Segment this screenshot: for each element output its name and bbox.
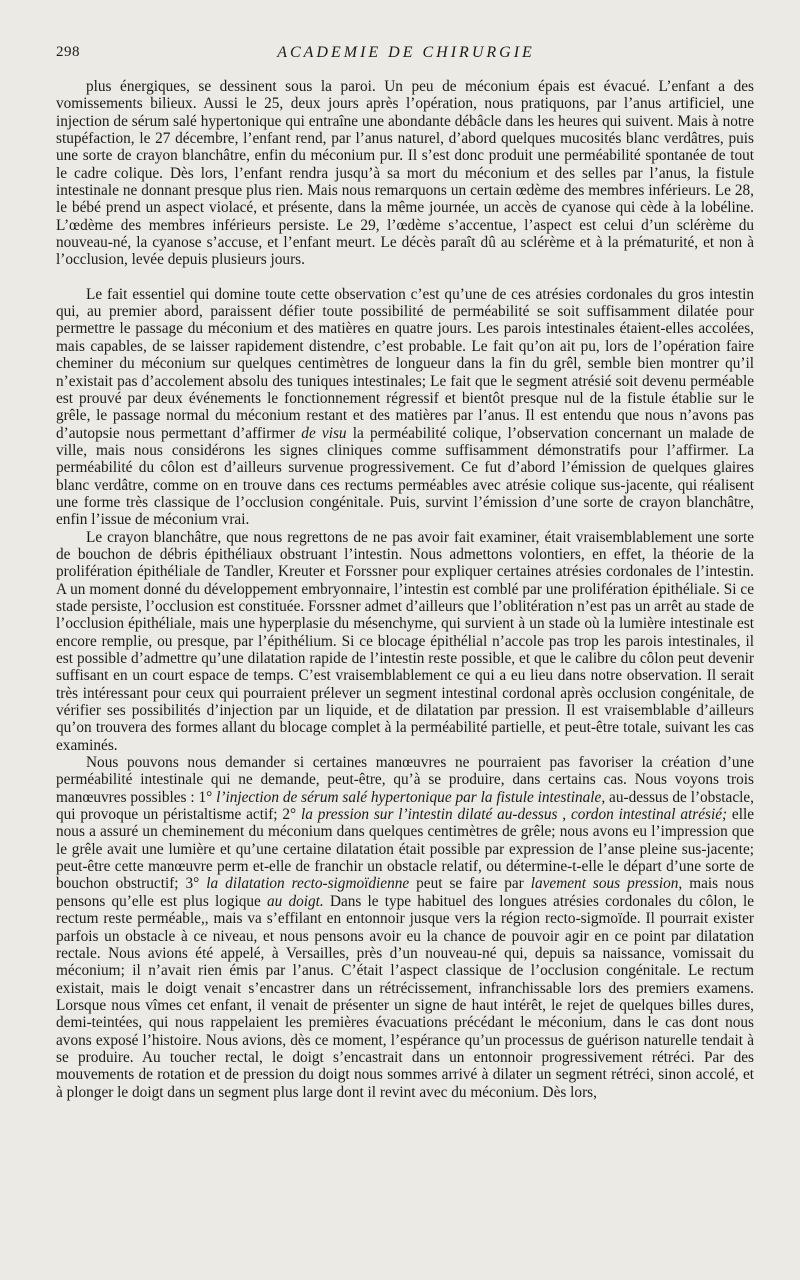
italic-phrase: la pression sur l’intestin dilaté au-dessus , cordon intestinal atrésié; [301,806,728,824]
paragraph-text: plus énergiques, se dessinent sous la paroi. Un peu de méconium épais est évacué. L’enfant a des vomissements bilieux. Aussi le 25, deux jours après l’opération, nous pratiquons, par l’anus artificiel, une injection de sérum salé hypertonique qui entraîne une abondante débâcle dans les heures qui suivent. Mais à notre stupéfaction, le 27 décembre, l’enfant rend, par l’anus naturel, d’abord quelques mucosités blanc verdâtres, puis une sorte de crayon blanchâtre, enfin du méconium pur. Il s’est donc produit une perméabilité spontanée de tout le cadre colique. Dès lors, l’enfant rendra jusqu’à sa mort du méconium et des selles par l’anus, la fistule intestinale ne donnant presque plus rien. Mais nous remarquons un certain œdème des membres inférieurs. Le 28, le bébé prend un aspect violacé, et présente, dans la même journée, un accès de cyanose qui cède à la lobéline. L’œdème des membres inférieurs persiste. Le 29, l’œdème s’accentue, l’aspect est celui d’un sclérème du nouveau-né, la cyanose s’accuse, et l’enfant meurt. Le décès paraît dû au sclérème et à la prématurité, et non à l’occlusion, levée depuis plusieurs jours. [56,78,754,269]
italic-phrase: la dilatation recto-sigmoïdienne [206,875,410,893]
page-number: 298 [56,44,80,60]
italic-phrase: l’injection de sérum salé hypertonique par la fistule intestinale, [216,788,606,806]
paragraph-text: Le crayon blanchâtre, que nous regrettons de ne pas avoir fait examiner, était vraisemblablement une sorte de bouchon de débris épithéliaux obstruant l’intestin. Nous admettons volontiers, en effet, la théorie de la prolifération épithéliale de Tandler, Kreuter et Forssner pour expliquer certaines atrésies cordonales de l’intestin. A un moment donné du développement embryonnaire, l’intestin est comblé par une prolifération épithéliale. Si ce stade persiste, l’occlusion est constituée. Forssner admet d’ailleurs que l’oblitération n’est pas un arrêt au stade de l’occlusion épithéliale, mais une hyperplasie du mésenchyme, qui survient à un stade où la lumière intestinale est encore remplie, ou presque, par l’épithélium. Si ce blocage épithélial n’accole pas trop les parois intestinales, il est possible d’admettre qu’une dilatation rapide de l’intestin reste possible, et que le calibre du côlon peut devenir suffisant en un court espace de temps. C’est vraisemblablement ce qui a eu lieu dans notre observation. Il serait très intéressant pour ceux qui pourraient prélever un segment intestinal cordonal après occlusion congénitale, de vérifier ses possibilités d’injection par un liquide, et de dilatation par pression. Il est vraisemblable d’ailleurs qu’on trouvera des formes allant du blocage complet à la perméabilité partielle, et peut-être totale, suivant les cas examinés. [56,528,754,754]
paragraph-text: au-dessus de l’obstacle, qui provoque un péristaltisme actif; 2° [56,788,754,824]
paragraph-text: mais nous pensons qu’elle est plus logique [56,875,754,910]
page-header [56,44,756,68]
body-text [56,78,754,1101]
paragraph-text: Le fait essentiel qui domine toute cette observation c’est qu’une de ces atrésies cordonales du gros intestin qui, au premier abord, paraissent défier toute possibilité de perméabilité se soit suffisamment dilatée pour permettre le passage du méconium et des matières en quatre jours. Les parois intestinales étaient-elles accolées, mais capables, de se laisser rapidement distendre, c’est probable. Le fait qu’on ait pu, lors de l’opération faire cheminer du méconium sur quelques centimètres de longueur dans la fin du grêl, semble bien montrer qu’il n’existait pas d’accolement absolu des tuniques intestinales; Le fait que le segment atrésié soit devenu perméable est prouvé par deux événements le fonctionnement régressif et bientôt presque nul de la fistule établie sur le grêle, le passage normal du méconium restant et des matières par l’anus. Il est entendu que nous n’avons pas d’autopsie nous permettant d’affirmer [56,285,754,442]
paragraph-text: Nous pouvons nous demander si certaines manœuvres ne pourraient pas favoriser la création d’une perméabilité intestinale qui ne demande, peut-être, qu’à se produire, dans certains cas. Nous voyons trois manœuvres possibles : 1° [56,754,754,806]
italic-phrase: lavement sous pression, [530,875,683,893]
paragraph-text: elle nous a assuré un cheminement du méconium dans quelques centimètres de grêle; nous avons eu l’impression que le grêle avait une lumière et qu’une certaine dilatation était possible par expression de l’anse pleine sus-jacente; peut-être cette manœuvre perm et-elle de franchir un obstacle relatif, ou détermine-t-elle le départ d’une sorte de bouchon obstructif; 3° [56,806,754,893]
paragraph-text: peut se faire par [409,875,531,893]
paragraph-2 [56,286,754,529]
paragraph-1 [56,78,754,269]
running-title: ACADEMIE DE CHIRURGIE [277,44,535,61]
paragraph-text: la perméabilité colique, l’observation concernant un malade de ville, mais nous considérons les signes cliniques comme suffisamment démonstratifs pour l’affirmer. La perméabilité du côlon est d’ailleurs survenue progressivement. Ce fut d’abord l’émission de quelques glaires blanc verdâtre, comme on en trouve dans ces rectums perméables avec atrésie colique sus-jacente, qui réalisent une forme très classique de l’occlusion congénitale. Puis, survint l’émission d’une sorte de crayon blanchâtre, enfin l’issue de méconium vrai. [56,424,754,529]
italic-phrase: de visu [301,424,347,442]
italic-phrase: au doigt. [267,892,324,910]
paragraph-3 [56,529,754,754]
paragraph-text: Dans le type habituel des longues atrésies cordonales du côlon, le rectum reste perméable,, mais va s’effilant en entonnoir jusque vers la région recto-sigmoïde. Il pourrait exister parfois un obstacle à ce niveau, et nous pensons avoir eu la chance de pouvoir agir en ce point par dilatation rectale. Nous avions été appelé, à Versailles, près d’un nouveau-né qui, depuis sa naissance, vomissait du méconium; il n’avait rien émis par l’anus. C’était l’aspect classique de l’occlusion congénitale. Le rectum existait, mais le doigt venait s’encastrer dans un rétrécissement, infranchissable lors des premiers examens. Lorsque nous vîmes cet enfant, il venait de présenter un signe de haut intérêt, le rejet de quelques billes dures, demi-teintées, qui nous rappelaient les premières évacuations précédant le méconium, dans le cas dont nous avons exposé l’histoire. Nous avions, dès ce moment, l’espérance qu’un processus de guérison naturelle tendait à se produire. Au toucher rectal, le doigt s’encastrait dans un entonnoir progressivement rétréci. Par des mouvements de rotation et de pression du doigt nous sommes arrivé à dilater un segment rétréci, sinon accolé, et à plonger le doigt dans un segment plus large dont il revint avec du méconium. Dès lors, [56,892,755,1101]
paragraph-4 [56,754,754,1101]
